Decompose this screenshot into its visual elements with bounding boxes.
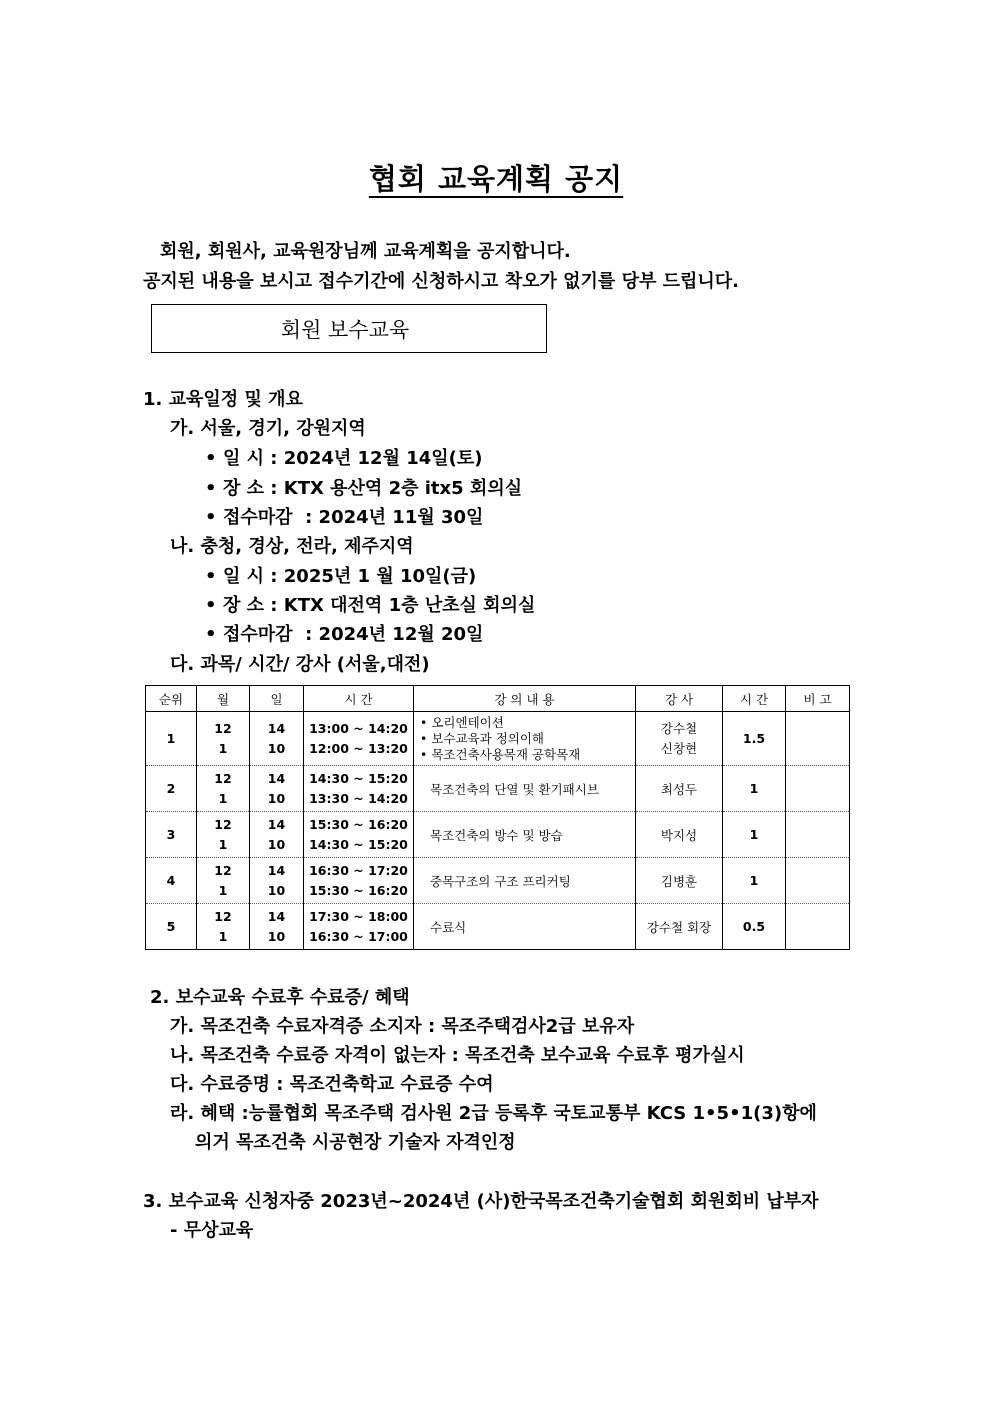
month-1: 12 [214, 862, 232, 878]
bullet: • [205, 595, 217, 616]
bullet: • [420, 714, 428, 730]
day-1: 14 [267, 770, 286, 786]
month-cell [197, 812, 250, 858]
hours-cell: 1 [723, 812, 786, 858]
section2-da: 다. 수료증명 : 목조건축학교 수료증 수여 [170, 1074, 494, 1095]
month-1: 12 [214, 720, 232, 736]
note-cell [786, 858, 850, 904]
time-cell [304, 766, 414, 812]
header-subject: 강 의 내 용 [414, 686, 636, 712]
day-2: 10 [267, 790, 286, 806]
lecturer-1: 강수철 [660, 720, 698, 736]
subject-item [420, 731, 635, 747]
page-title: 협회 교육계획 공지 [368, 162, 624, 196]
time-1: 13:00 ~ 14:20 [309, 720, 408, 736]
month-cell [197, 712, 250, 766]
time-1: 16:30 ~ 17:20 [309, 862, 408, 878]
schedule-label: 다. 과목/ 시간/ 강사 (서울,대전) [170, 654, 430, 675]
region-na-date [205, 562, 476, 588]
education-type-box: 회원 보수교육 [151, 304, 547, 353]
region-na-deadline [205, 620, 483, 646]
subject-item [420, 747, 635, 763]
section2-ra-line2: 의거 목조건축 시공현장 기술자 자격인정 [195, 1132, 516, 1153]
month-2: 1 [218, 790, 228, 806]
bullet: • [420, 730, 428, 746]
month-2: 1 [218, 882, 228, 898]
section3-sub: - 무상교육 [170, 1220, 254, 1241]
region-ga-place [205, 474, 522, 500]
day-1: 14 [267, 908, 286, 924]
lecturer-2: 신창현 [660, 740, 698, 756]
time-2: 14:30 ~ 15:20 [309, 836, 408, 852]
region-na-label: 나. 충청, 경상, 전라, 제주지역 [170, 536, 414, 557]
time-cell [304, 812, 414, 858]
day-cell [250, 712, 304, 766]
region-na-place [205, 591, 535, 617]
day-cell [250, 812, 304, 858]
place-text: 장 소 : KTX 대전역 1층 난초실 회의실 [223, 595, 536, 616]
month-2: 1 [218, 928, 228, 944]
lecturer-cell: 최성두 [636, 766, 723, 812]
section3-heading: 3. 보수교육 신청자중 2023년~2024년 (사)한국목조건축기술협회 회원회비 납부자 [143, 1191, 819, 1212]
bullet: • [205, 448, 217, 469]
month-cell [197, 766, 250, 812]
time-2: 16:30 ~ 17:00 [309, 928, 408, 944]
note-cell [786, 712, 850, 766]
table-row [146, 766, 850, 812]
day-cell [250, 766, 304, 812]
month-2: 1 [218, 836, 228, 852]
bullet: • [420, 746, 428, 762]
section2-ga: 가. 목조건축 수료자격증 소지자 : 목조주택검사2급 보유자 [170, 1016, 635, 1037]
rank-cell: 3 [146, 812, 197, 858]
bullet: • [205, 478, 217, 499]
subject-text: 보수교육과 정의이해 [431, 730, 545, 746]
section2-na: 나. 목조건축 수료증 자격이 없는자 : 목조건축 보수교육 수료후 평가실시 [170, 1045, 745, 1066]
time-1: 17:30 ~ 18:00 [309, 908, 408, 924]
day-cell [250, 904, 304, 950]
region-ga-date [205, 444, 483, 470]
place-text: 장 소 : KTX 용산역 2층 itx5 회의실 [223, 478, 523, 499]
hours-cell: 1.5 [723, 712, 786, 766]
subject-cell: 목조건축의 단열 및 환기패시브 [414, 766, 636, 812]
hours-cell: 1 [723, 766, 786, 812]
region-ga-label: 가. 서울, 경기, 강원지역 [170, 418, 366, 439]
subject-cell: 수료식 [414, 904, 636, 950]
day-2: 10 [267, 928, 286, 944]
rank-cell: 1 [146, 712, 197, 766]
time-2: 12:00 ~ 13:20 [309, 740, 408, 756]
time-cell [304, 904, 414, 950]
subject-text: 오리엔테이션 [431, 714, 504, 730]
day-2: 10 [267, 740, 286, 756]
header-rank: 순위 [146, 686, 197, 712]
header-note: 비 고 [786, 686, 850, 712]
month-2: 1 [218, 740, 228, 756]
rank-cell: 5 [146, 904, 197, 950]
month-cell [197, 904, 250, 950]
bullet: • [205, 507, 217, 528]
note-cell [786, 904, 850, 950]
rank-cell: 4 [146, 858, 197, 904]
time-cell [304, 712, 414, 766]
hours-cell: 0.5 [723, 904, 786, 950]
day-2: 10 [267, 882, 286, 898]
subject-item [420, 715, 635, 731]
intro-line-1: 회원, 회원사, 교육원장님께 교육계획을 공지합니다. [160, 241, 571, 262]
month-1: 12 [214, 908, 232, 924]
date-text: 일 시 : 2024년 12월 14일(토) [223, 448, 483, 469]
bullet: • [205, 624, 217, 645]
subject-cell: 중목구조의 구조 프리커팅 [414, 858, 636, 904]
table-row [146, 858, 850, 904]
time-2: 15:30 ~ 16:20 [309, 882, 408, 898]
subject-cell [414, 712, 636, 766]
month-1: 12 [214, 770, 232, 786]
lecturer-cell: 김병훈 [636, 858, 723, 904]
section1-heading: 1. 교육일정 및 개요 [143, 389, 303, 410]
header-lecturer: 강 사 [636, 686, 723, 712]
note-cell [786, 766, 850, 812]
header-day: 일 [250, 686, 304, 712]
rank-cell: 2 [146, 766, 197, 812]
time-1: 14:30 ~ 15:20 [309, 770, 408, 786]
day-1: 14 [267, 862, 286, 878]
date-text: 일 시 : 2025년 1 월 10일(금) [223, 566, 477, 587]
bullet: • [205, 566, 217, 587]
day-cell [250, 858, 304, 904]
deadline-text: 접수마감 : 2024년 12월 20일 [223, 624, 484, 645]
header-time: 시 간 [304, 686, 414, 712]
header-month: 월 [197, 686, 250, 712]
month-1: 12 [214, 816, 232, 832]
table-header-row [146, 686, 850, 712]
time-1: 15:30 ~ 16:20 [309, 816, 408, 832]
time-cell [304, 858, 414, 904]
table-row [146, 904, 850, 950]
day-1: 14 [267, 816, 286, 832]
header-hours: 시 간 [723, 686, 786, 712]
hours-cell: 1 [723, 858, 786, 904]
region-ga-deadline [205, 503, 483, 529]
deadline-text: 접수마감 : 2024년 11월 30일 [223, 507, 484, 528]
note-cell [786, 812, 850, 858]
schedule-table [145, 685, 850, 950]
day-2: 10 [267, 836, 286, 852]
day-1: 14 [267, 720, 286, 736]
subject-text: 목조건축사용목재 공학목재 [431, 746, 581, 762]
lecturer-cell: 박지성 [636, 812, 723, 858]
month-cell [197, 858, 250, 904]
lecturer-cell [636, 712, 723, 766]
subject-cell: 목조건축의 방수 및 방습 [414, 812, 636, 858]
lecturer-cell: 강수철 회장 [636, 904, 723, 950]
section2-heading: 2. 보수교육 수료후 수료증/ 혜택 [150, 987, 410, 1008]
table-row [146, 812, 850, 858]
section2-ra-line1: 라. 혜택 :능률협회 목조주택 검사원 2급 등록후 국토교통부 KCS 1•5•1(3)항에 [170, 1103, 817, 1124]
time-2: 13:30 ~ 14:20 [309, 790, 408, 806]
table-row [146, 712, 850, 766]
intro-line-2: 공지된 내용을 보시고 접수기간에 신청하시고 착오가 없기를 당부 드립니다. [143, 271, 739, 292]
